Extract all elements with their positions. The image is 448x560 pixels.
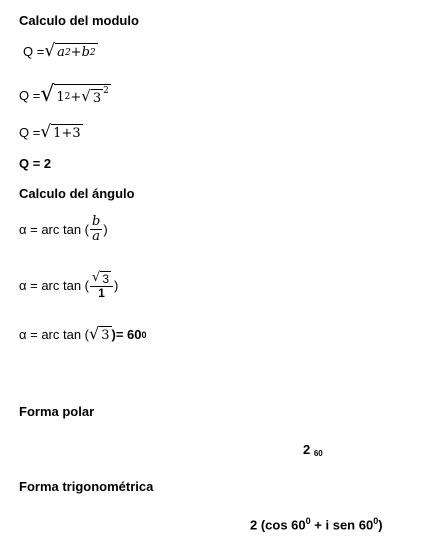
trig-close: ) [378, 517, 383, 533]
formula-angle-substituted [19, 271, 118, 300]
sqrt-outer: √ 1 2 + √ 3 $^2$ [40, 82, 109, 107]
angle-result: )= 60 [111, 327, 142, 342]
num-3: 3 [92, 90, 102, 106]
alpha-arctan: α = arc tan ( [19, 278, 90, 294]
plus-sign: + [70, 45, 82, 60]
degree-mark: 0 [305, 516, 311, 526]
num-3: 3 [102, 272, 109, 286]
formula-angle [19, 215, 108, 245]
q-label: Q = [19, 125, 41, 140]
q-label: Q = [23, 44, 45, 59]
heading-modulo: Calculo del modulo [19, 13, 139, 28]
fraction-b-over-a [90, 215, 102, 245]
denominator-1: 1 [98, 286, 105, 301]
plus-sign: + [70, 89, 82, 105]
sqrt-1-plus-3: √ 1 + 3 [40, 122, 81, 142]
denominator-a: a [92, 229, 101, 245]
sqrt-3: √ 3 [81, 86, 102, 106]
formula-modulo-sum [19, 124, 83, 141]
degree-mark: 0 [373, 516, 379, 526]
numerator-sqrt3: √ 3 [90, 271, 113, 287]
trig-sen: + i sen 60 [310, 517, 374, 533]
formula-modulo [23, 43, 98, 60]
heading-trig: Forma trigonométrica [19, 479, 154, 494]
alpha-arctan: α = arc tan ( [19, 327, 90, 342]
heading-angulo: Calculo del ángulo [19, 186, 135, 201]
sqrt-a2-b2: √ a 2 + b 2 [44, 41, 96, 61]
exp-a: 2 [64, 47, 71, 58]
var-a: a [57, 45, 65, 60]
trig-form [250, 516, 383, 532]
alpha-arctan: α = arc tan ( [19, 222, 90, 238]
degree-mark: 0 [141, 329, 147, 340]
num-3: 3 [101, 328, 110, 343]
exp-b: 2 [89, 47, 96, 58]
var-b: b [81, 45, 90, 60]
exp-1: 2 [64, 92, 71, 102]
q-label: Q = [19, 87, 41, 103]
exp-sqrt3: 2 [103, 86, 109, 96]
heading-polar: Forma polar [19, 404, 95, 419]
fraction-sqrt3-over-1 [90, 271, 113, 300]
polar-angle: 60 [313, 449, 323, 458]
num-1: 1 [56, 89, 65, 105]
num-3: 3 [72, 126, 81, 141]
num-1: 1 [53, 126, 62, 141]
trig-cos: 2 (cos 60 [250, 517, 306, 533]
polar-magnitude: 2 [303, 442, 311, 457]
polar-form [303, 442, 323, 458]
sqrt-3: √ 3 [89, 324, 110, 343]
numerator-b: b [92, 214, 101, 229]
q-result: Q = 2 [19, 156, 52, 171]
formula-angle-result [19, 326, 147, 343]
plus-sign: + [61, 126, 73, 141]
close-paren: ) [103, 222, 108, 238]
close-paren: ) [114, 278, 119, 294]
formula-modulo-substituted [19, 84, 111, 106]
